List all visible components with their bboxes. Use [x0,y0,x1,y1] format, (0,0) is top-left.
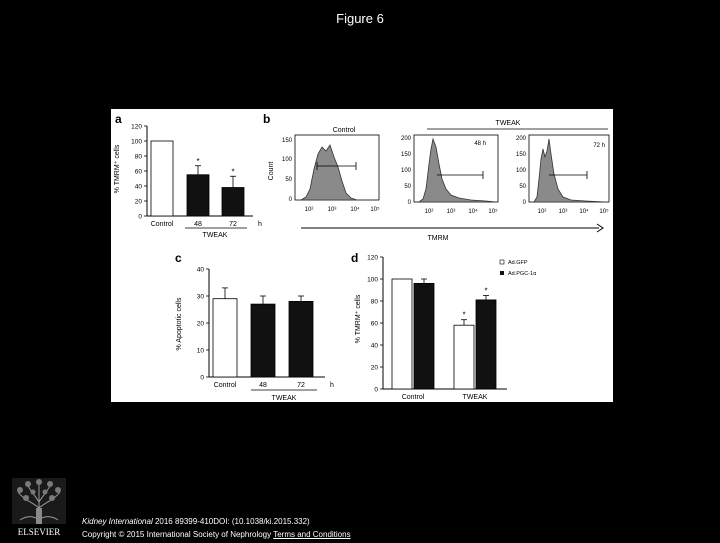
svg-text:100: 100 [281,157,292,163]
svg-text:150: 150 [400,152,411,158]
y-tick-label: 120 [367,254,378,262]
y-tick-label: 120 [131,123,142,131]
panel-a-xlabel-48: 48 [194,221,202,228]
y-tick-label: 30 [196,293,204,301]
panel-b-xlabel: TMRM [427,235,449,242]
y-tick-label: 40 [196,266,204,274]
histogram-48h-label: 48 h [474,141,486,147]
bar [392,279,412,389]
legend-gfp: Ad.GFP [508,260,528,266]
panel-a [114,112,262,239]
svg-text:10²: 10² [424,209,434,215]
panel-a-xlabel-72: 72 [229,221,237,228]
panel-b-tweak-label: TWEAK [495,120,521,127]
svg-text:10³: 10³ [558,209,568,215]
bar [414,283,434,389]
y-tick-label: 0 [138,213,142,221]
svg-text:10²: 10² [304,207,314,213]
significance-star: * [484,286,488,296]
svg-text:10²: 10² [537,209,547,215]
y-tick-label: 80 [134,153,142,161]
svg-text:200: 200 [515,136,526,142]
panel-d-legend [500,260,537,277]
panel-c-bars [213,288,313,377]
citation-line-2 [82,528,351,541]
y-tick-label: 60 [134,168,142,176]
panel-b-ylabel: Count [268,161,275,181]
terms-link[interactable]: Terms and Conditions [273,530,351,539]
histogram-72h-label: 72 h [593,143,605,149]
panel-b-letter: b [263,112,271,126]
bar [213,299,237,377]
y-tick-label: 10 [196,347,204,355]
panel-c [175,251,334,402]
y-tick-label: 100 [367,276,378,284]
elsevier-logo [6,478,72,538]
panel-c-letter: c [175,251,182,265]
panel-d-bars [392,279,496,389]
bar [222,188,244,217]
bar [187,175,209,216]
bar [151,141,173,216]
y-tick-label: 20 [370,364,378,372]
panel-c-xlabel-control: Control [213,382,237,389]
journal-name: Kidney International [82,517,153,526]
svg-text:10⁵: 10⁵ [370,207,380,213]
figure-svg [111,109,613,402]
bar [289,301,313,377]
svg-text:0: 0 [522,200,526,206]
citation-ref: 2016 89399-410DOI: (10.1038/ki.2015.332) [152,517,310,526]
slide-title: Figure 6 [336,11,384,26]
y-tick-label: 20 [134,198,142,206]
legend-pgc: Ad.PGC-1α [508,271,537,277]
histogram-48h-curve [419,139,496,202]
panel-d-xlabel-control: Control [401,394,425,401]
panel-a-bars [151,141,244,216]
svg-text:150: 150 [515,152,526,158]
histogram-72h [516,135,609,215]
svg-text:10⁵: 10⁵ [599,209,609,215]
svg-text:200: 200 [400,136,411,142]
panel-d-xlabel-tweak: TWEAK [462,394,488,401]
svg-text:50: 50 [519,184,526,190]
histogram-control [282,135,380,213]
svg-text:10⁵: 10⁵ [488,209,498,215]
svg-text:0: 0 [288,197,292,203]
copyright-text: Copyright © 2015 International Society of Nephrology [82,530,274,539]
significance-star: * [462,310,466,320]
y-tick-label: 0 [374,386,378,394]
panel-b-control-label: Control [332,127,356,134]
panel-a-ylabel: % TMRM⁺ cells [114,144,121,194]
histogram-48h [401,135,498,215]
y-tick-label: 0 [200,374,204,382]
y-tick-label: 60 [370,320,378,328]
svg-text:150: 150 [281,138,292,144]
y-tick-label: 100 [131,138,142,146]
y-tick-label: 40 [134,183,142,191]
svg-text:100: 100 [515,168,526,174]
panel-d-ylabel: % TMRM⁺ cells [355,294,362,344]
panel-c-yticks [197,267,209,382]
panel-d-letter: d [351,251,359,265]
panel-c-unit: h [330,382,334,389]
panel-a-group-label: TWEAK [202,232,228,239]
svg-text:50: 50 [285,177,292,183]
significance-star: * [231,167,235,177]
panel-c-group-label: TWEAK [271,395,297,402]
figure-panel [111,109,613,402]
y-tick-label: 40 [370,342,378,350]
y-tick-label: 80 [370,298,378,306]
svg-text:10⁴: 10⁴ [579,209,589,215]
panel-d [351,251,537,401]
panel-a-letter: a [115,112,122,126]
panel-a-yticks [131,124,147,221]
panel-a-xlabel-control: Control [150,221,174,228]
svg-text:100: 100 [400,168,411,174]
svg-text:10³: 10³ [446,209,456,215]
bar [476,300,496,389]
legend-swatch-gfp [500,260,504,264]
histogram-control-curve [301,145,357,200]
svg-text:10⁴: 10⁴ [350,207,360,213]
panel-c-xlabel-72: 72 [297,382,305,389]
panel-c-ylabel: % Apoptotic cells [176,297,183,351]
bar [454,325,474,389]
svg-text:0: 0 [407,200,411,206]
citation-line-1 [82,515,351,528]
panel-d-yticks [367,255,383,394]
y-tick-label: 20 [196,320,204,328]
panel-b [263,112,609,242]
legend-swatch-pgc [500,271,504,275]
significance-star: * [196,156,200,166]
panel-a-unit: h [258,221,262,228]
bar [251,304,275,377]
citation [82,515,351,541]
svg-text:50: 50 [404,184,411,190]
elsevier-wordmark: ELSEVIER [17,527,61,537]
panel-c-xlabel-48: 48 [259,382,267,389]
svg-text:10⁴: 10⁴ [468,209,478,215]
svg-text:10³: 10³ [327,207,337,213]
